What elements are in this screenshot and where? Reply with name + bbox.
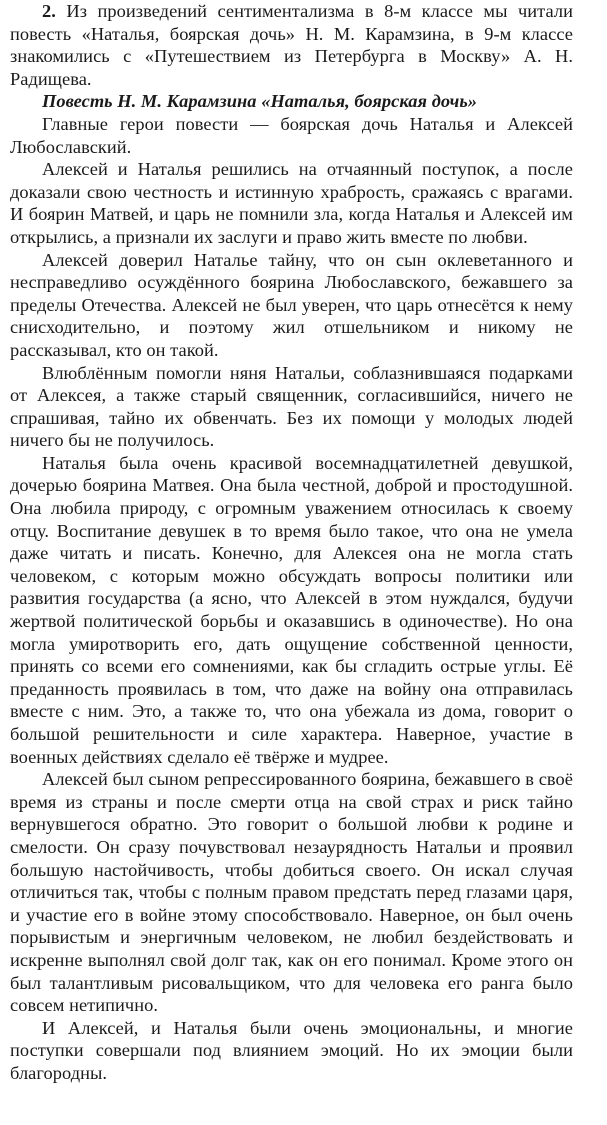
paragraph-helpers: Влюблённым помогли няня Натальи, соблазнившаяся подарками от Алексея, а также старый священник, согласившийся, ничего не спрашивая, тайно их обвенчать. Без их помощи у молодых людей ничего бы не получилось. (10, 362, 573, 451)
textbook-page (10, 0, 573, 1125)
paragraph-secret: Алексей доверил Наталье тайну, что он сын оклеветанного и несправедливо осуждённого боярина Любославского, бежавшего за пределы Отечества. Алексей не был уверен, что царь отнесётся к нему снисходительно, и поэтому жил отшельником и никому не рассказывал, кто он такой. (10, 249, 573, 360)
paragraph-alexey: Алексей был сыном репрессированного боярина, бежавшего в своё время из страны и после смерти отца на свой страх и риск тайно вернувшегося обратно. Это говорит о большой любви к родине и смелости. Он сразу почувствовал незаурядность Натальи и проявил большую настойчивость, чтобы добиться своего. Он искал случая отличиться так, чтобы с полным правом предстать перед глазами царя, и участие его в войне этому способствовало. Наверное, он был очень порывистым и энергичным человеком, не любил бездействовать и искренне выполнял свой долг так, как он его понимал. Кроме этого он был талантливым рисовальщиком, что для человека его ранга было совсем нетипично. (10, 769, 573, 1016)
paragraph-desperate-act: Алексей и Наталья решились на отчаянный поступок, а после доказали свою честность и истинную храбрость, сражаясь с врагами. И боярин Матвей, и царь не помнили зла, когда Наталья и Алексей им открылись, а признали их заслуги и право жить вместе по любви. (10, 159, 573, 247)
paragraph-main-heroes: Главные герои повести — боярская дочь Наталья и Алексей Любославский. (10, 113, 573, 157)
intro-paragraph (10, 0, 573, 90)
intro-text: Из произведений сентиментализма в 8-м классе мы читали повесть «Наталья, боярская дочь» Н. М. Карамзина, в 9-м классе знакомились с «Путешествием из Петербурга в Москву» А. Н. Радищева. (10, 1, 573, 89)
paragraph-natalya: Наталья была очень красивой восемнадцатилетней девушкой, дочерью боярина Матвея. Она была честной, доброй и простодушной. Она любила природу, с огромным уважением относилась к своему отцу. Воспитание девушек в то время было такое, что она не умела даже читать и писать. Конечно, для Алексея она не могла стать человеком, с которым можно обсуждать вопросы политики или развития государства (а ясно, что Алексей в этом нуждался, будучи жертвой политической борьбы и оказавшись в одиночестве). Но она могла умиротворить его, дать ощущение собственной ценности, принять со всеми его сомнениями, как бы сгладить острые углы. Её преданность проявилась в том, что даже на войну она отправилась вместе с ним. Это, а также то, что она убежала из дома, говорит о большой решительности и силе характера. Наверное, участие в военных действиях сделало её твёрже и мудрее. (10, 452, 573, 767)
item-number: 2. (42, 1, 56, 21)
section-heading: Повесть Н. М. Карамзина «Наталья, боярская дочь» (42, 91, 478, 112)
paragraph-emotions: И Алексей, и Наталья были очень эмоциональны, и многие поступки совершали под влиянием эмоций. Но их эмоции были благородны. (10, 1017, 573, 1083)
